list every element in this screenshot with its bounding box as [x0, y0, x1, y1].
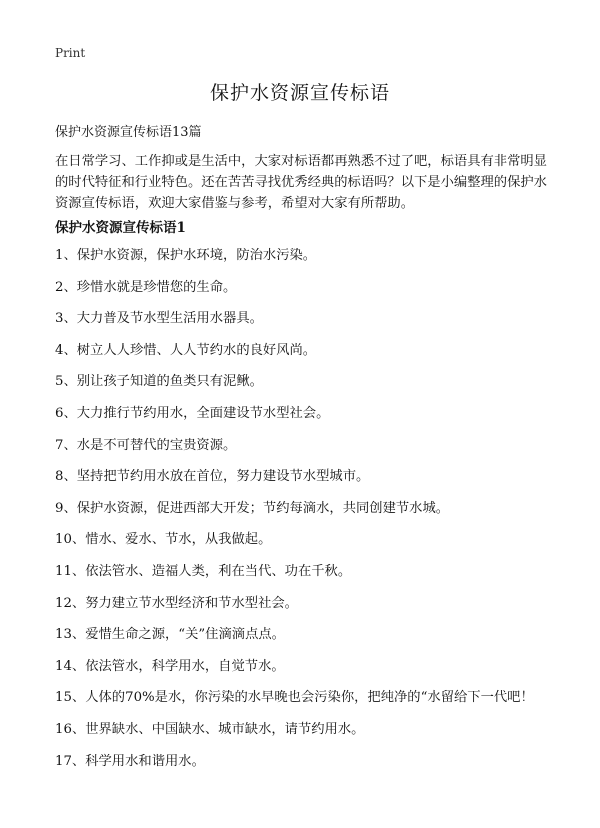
print-label: Print [55, 46, 86, 60]
slogan-item: 1、保护水资源，保护水环境，防治水污染。 [55, 248, 317, 263]
slogan-item: 12、努力建立节水型经济和节水型社会。 [55, 595, 298, 611]
slogan-item: 14、依法管水，科学用水，自觉节水。 [55, 658, 285, 674]
section-heading: 保护水资源宣传标语1 [55, 220, 186, 236]
slogan-item: 5、别让孩子知道的鱼类只有泥鳅。 [55, 374, 263, 390]
slogan-item: 11、依法管水、造福人类，利在当代、功在千秋。 [55, 563, 352, 579]
slogan-item: 4、树立人人珍惜、人人节约水的良好风尚。 [55, 342, 317, 358]
slogan-item: 15、人体的70%是水，你污染的水早晚也会污染你，把纯净的“水留给下一代吧！ [55, 690, 534, 706]
slogan-item: 13、爱惜生命之源，“关”住滴滴点点。 [55, 627, 285, 643]
slogan-item: 16、世界缺水、中国缺水、城市缺水，请节约用水。 [55, 721, 365, 737]
slogan-item: 10、惜水、爱水、节水，从我做起。 [55, 532, 272, 548]
slogan-item: 8、坚持把节约用水放在首位，努力建设节水型城市。 [55, 469, 370, 485]
document-subtitle: 保护水资源宣传标语13篇 [55, 125, 202, 140]
slogan-item: 6、大力推行节约用水，全面建设节水型社会。 [55, 405, 330, 421]
intro-paragraph: 在日常学习、工作抑或是生活中，大家对标语都再熟悉不过了吧，标语具有非常明显的时代特征和行业特色。还在苦苦寻找优秀经典的标语吗？以下是小编整理的保护水资源宣传标语，欢迎大家借鉴与参考，希望对大家有所帮助。 [55, 154, 547, 211]
slogan-list [55, 246, 534, 783]
slogan-item: 7、水是不可替代的宝贵资源。 [55, 437, 237, 453]
document-title: 保护水资源宣传标语 [209, 82, 390, 104]
slogan-item: 9、保护水资源，促进西部大开发；节约每滴水，共同创建节水城。 [55, 500, 450, 516]
slogan-item: 3、大力普及节水型生活用水器具。 [55, 311, 263, 327]
slogan-item: 17、科学用水和谐用水。 [55, 753, 205, 769]
slogan-item: 2、珍惜水就是珍惜您的生命。 [55, 279, 237, 295]
